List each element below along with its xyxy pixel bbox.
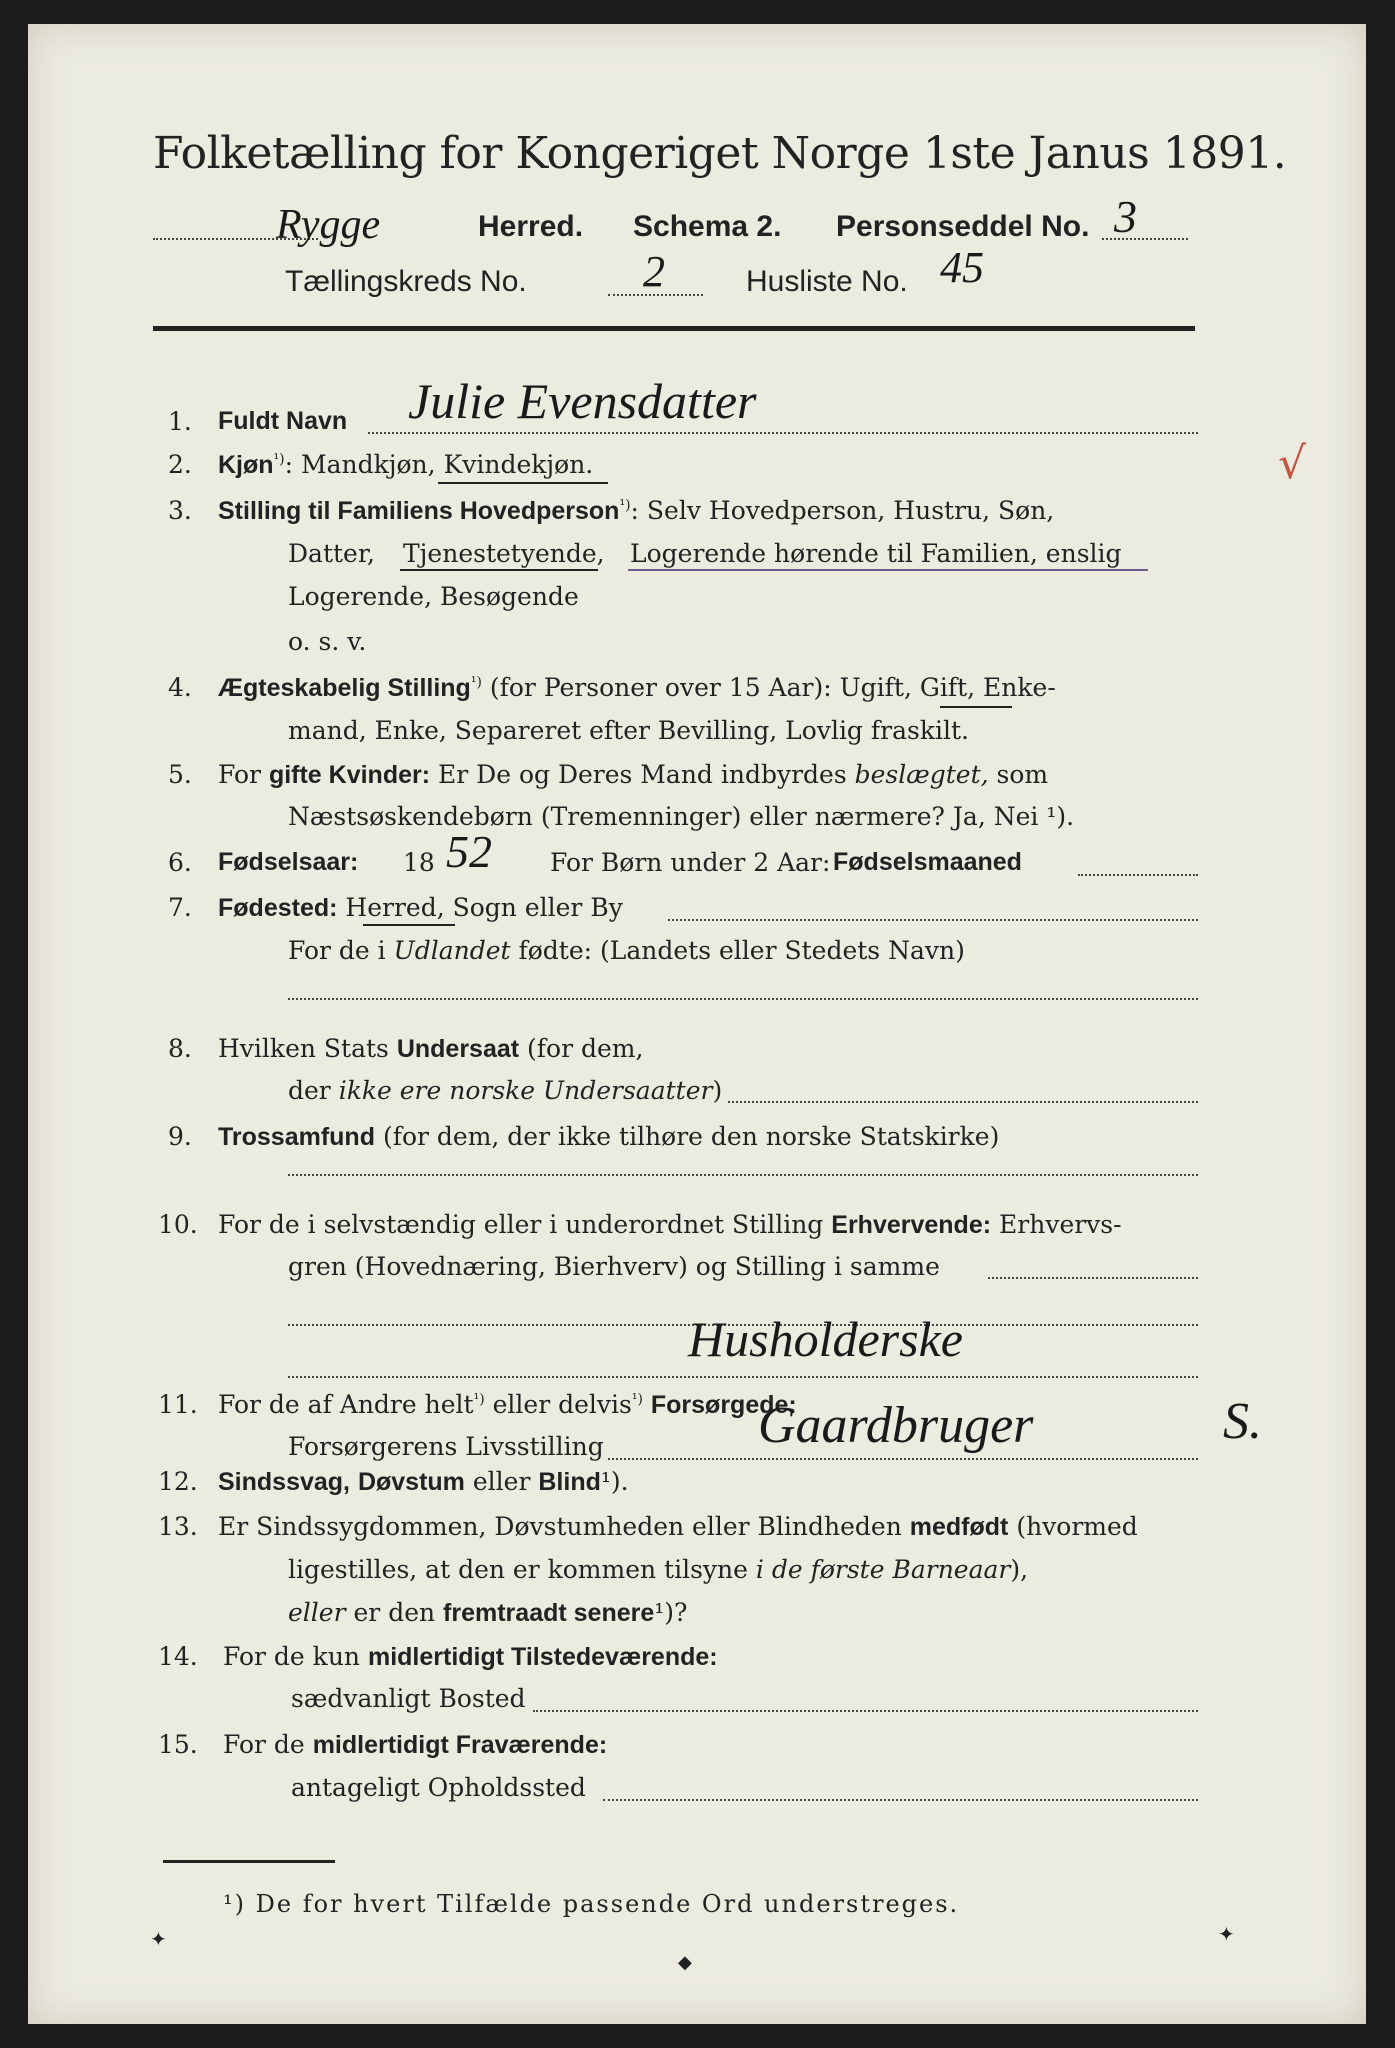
- q5-line1: [218, 762, 1048, 788]
- q7-line2: [288, 938, 965, 963]
- q9-label: Trossamfund: [218, 1123, 375, 1151]
- q13-num: 13.: [158, 1512, 198, 1541]
- q10-line1a: For de i selvstændig eller i underordnet Stilling: [218, 1210, 824, 1239]
- q3-line1-text: : Selv Hovedperson, Hustru, Søn,: [630, 496, 1055, 525]
- kreds-value: 2: [643, 247, 665, 296]
- q13-line3: [288, 1600, 687, 1626]
- q8-line1b: (for dem,: [527, 1034, 644, 1063]
- q9-text: (for dem, der ikke tilhøre den norske Statskirke): [382, 1122, 1000, 1151]
- q4-label: Ægteskabelig Stilling: [218, 674, 471, 702]
- q2-num: 2.: [168, 450, 192, 479]
- q4-line1b: Ugift,: [839, 673, 912, 702]
- footnote-rule: [163, 1860, 335, 1863]
- form-title: Folketælling for Kongeriget Norge 1ste Janus 1891.: [153, 128, 1287, 179]
- q3-line2b: Tjenestetyende,: [403, 539, 605, 568]
- q7-dots: [668, 919, 1198, 921]
- q13-line2b: i de første Barneaar: [755, 1555, 1011, 1584]
- q9-dots: [288, 1174, 1198, 1176]
- herred-label: Herred.: [478, 210, 584, 243]
- q11-mark: S.: [1223, 1393, 1262, 1450]
- corner-mark-left: ✦: [150, 1927, 167, 1951]
- q6-prefix: 18: [403, 848, 435, 877]
- q13-line1a: Er Sindssygdommen, Døvstumheden eller Blindheden: [218, 1512, 902, 1541]
- kreds-label: Tællingskreds No.: [285, 265, 527, 298]
- q15-line1: [223, 1732, 607, 1758]
- q2-option: Kvindekjøn.: [443, 450, 594, 479]
- q11-line2: Forsørgerens Livsstilling: [288, 1432, 604, 1461]
- q14-label: midlertidigt Tilstedeværende:: [367, 1643, 718, 1671]
- q3-line2c: Logerende hørende til Familien, enslig: [630, 539, 1122, 568]
- husliste-label: Husliste No.: [746, 265, 908, 298]
- q13-line1: [218, 1514, 1138, 1540]
- q4-line1a: (for Personer over 15 Aar):: [489, 673, 832, 702]
- q7-line2b: Udlandet: [393, 936, 511, 965]
- personseddel-dots: [1102, 238, 1188, 240]
- q7-underline: [363, 924, 455, 926]
- q13-line2a: ligestilles, at den er kommen tilsyne: [288, 1555, 748, 1584]
- q4-line1: [218, 675, 1056, 701]
- q11-line1: [218, 1392, 797, 1418]
- q10-label: Erhvervende:: [831, 1211, 992, 1239]
- q12-num: 12.: [158, 1467, 198, 1496]
- q7-option: Herred,: [345, 893, 445, 922]
- q7-dots2: [288, 998, 1198, 1000]
- census-form-page: [28, 24, 1366, 2024]
- q13-line3b: er den: [353, 1598, 436, 1627]
- q8-label: Undersaat: [396, 1035, 520, 1063]
- q5-line2: Næstsøskendebørn (Tremenninger) eller nærmere? Ja, Nei ¹).: [288, 802, 1075, 831]
- q5-line1a: Er De og Deres Mand indbyrdes: [438, 760, 847, 789]
- q12-sup: ¹).: [600, 1467, 629, 1496]
- q6-label: Fødselsaar:: [218, 848, 359, 876]
- q8-line2: der ikke ere norske Undersaatter): [288, 1076, 723, 1105]
- q5-pre: For: [218, 760, 261, 789]
- q15-dots: [603, 1799, 1198, 1801]
- q4-sup: ¹): [470, 674, 482, 691]
- q5-line1b: beslægtet,: [854, 760, 989, 789]
- q4-line2: mand, Enke, Separeret efter Bevilling, Lovlig fraskilt.: [288, 716, 969, 745]
- q8-line2b: ikke ere norske Undersaatter: [338, 1076, 713, 1105]
- q15-label: midlertidigt Fraværende:: [312, 1731, 608, 1759]
- q3-underline: [400, 569, 598, 571]
- q11-answer: Gaardbruger: [758, 1397, 1034, 1454]
- q15-line2: antageligt Opholdssted: [291, 1773, 586, 1802]
- q3-label: Stilling til Familiens Hovedperson: [218, 497, 620, 525]
- q13-line2: ligestilles, at den er kommen tilsyne i de første Barneaar),: [288, 1555, 1029, 1584]
- q11-num: 11.: [158, 1390, 198, 1419]
- q7-text: Sogn eller By: [452, 893, 623, 922]
- q2-sup: ¹): [273, 451, 285, 468]
- q5-num: 5.: [168, 760, 192, 789]
- q2-line: [218, 452, 593, 478]
- q2-text: : Mandkjøn,: [284, 450, 436, 479]
- q2-label: Kjøn: [218, 451, 274, 479]
- q7-line1: [218, 895, 623, 921]
- schema-label: Schema 2.: [633, 210, 782, 243]
- q13-line3a: eller: [288, 1598, 346, 1627]
- q14-num: 14.: [158, 1642, 198, 1671]
- q6-answer: 52: [446, 826, 492, 877]
- herred-value: Rygge: [276, 202, 381, 248]
- q11-line1b: eller delvis: [492, 1390, 632, 1419]
- center-mark: ◆: [678, 1952, 692, 1973]
- q11-sup1: ¹): [473, 1391, 485, 1408]
- q6-dots: [1078, 874, 1198, 876]
- q8-line2a: der: [288, 1076, 331, 1105]
- q1-label: Fuldt Navn: [218, 407, 348, 435]
- q3-num: 3.: [168, 496, 192, 525]
- q5-line1c: som: [996, 760, 1049, 789]
- q12-line: [218, 1469, 629, 1495]
- q14-pre: For de kun: [223, 1642, 361, 1671]
- q10-line1: [218, 1212, 1122, 1238]
- q10-num: 10.: [158, 1210, 198, 1239]
- q2-underline: [438, 482, 608, 484]
- q6-num: 6.: [168, 848, 192, 877]
- q13-label2: fremtraadt senere: [443, 1599, 655, 1627]
- footnote: ¹) De for hvert Tilfælde passende Ord understreges.: [223, 1890, 960, 1918]
- q15-pre: For de: [223, 1730, 305, 1759]
- q7-num: 7.: [168, 893, 192, 922]
- header-rule: [153, 326, 1195, 331]
- q3-line1: [218, 498, 1054, 524]
- q6-label2: Fødselsmaaned: [833, 848, 1022, 876]
- q10-line1b: Erhvervs-: [999, 1210, 1122, 1239]
- q13-line1b: (hvormed: [1016, 1512, 1138, 1541]
- q12-label3: Blind: [538, 1468, 601, 1496]
- q9-num: 9.: [168, 1122, 192, 1151]
- q3-purple-underline: [628, 569, 1148, 571]
- q8-line1a: Hvilken Stats: [218, 1034, 389, 1063]
- personseddel-label: Personseddel No.: [836, 210, 1090, 243]
- q12-label1: Sindssvag,: [218, 1468, 350, 1496]
- q13-label: medfødt: [909, 1513, 1009, 1541]
- q10-dots1: [988, 1277, 1198, 1279]
- q8-num: 8.: [168, 1034, 192, 1063]
- q10-answer: Husholderske: [688, 1311, 963, 1367]
- q14-line2: sædvanligt Bosted: [291, 1684, 526, 1713]
- q4-underline: [940, 706, 1012, 708]
- q3-sup: ¹): [619, 497, 631, 514]
- corner-mark-right: ✦: [1218, 1922, 1235, 1946]
- q1-num: 1.: [168, 407, 192, 436]
- q9-line: [218, 1124, 999, 1150]
- q4-num: 4.: [168, 673, 192, 702]
- q4-line1c: Gift, Enke-: [919, 673, 1056, 702]
- q14-line1: [223, 1644, 718, 1670]
- q6-text: For Børn under 2 Aar:: [550, 848, 831, 877]
- q12-text: eller: [472, 1467, 531, 1496]
- personseddel-value: 3: [1114, 191, 1137, 242]
- q7-label: Fødested:: [218, 894, 338, 922]
- check-mark: √: [1278, 438, 1307, 489]
- q5-label: gifte Kvinder:: [268, 761, 431, 789]
- q11-dots: [608, 1458, 1198, 1460]
- q13-line3c: ¹)?: [654, 1598, 688, 1627]
- q14-dots: [533, 1710, 1198, 1712]
- husliste-value: 45: [940, 243, 984, 292]
- q1-dots: [368, 432, 1198, 434]
- q8-line1: [218, 1036, 643, 1062]
- q7-line2c: fødte: (Landets eller Stedets Navn): [518, 936, 965, 965]
- q10-dots3: [288, 1376, 1198, 1378]
- q3-line3: Logerende, Besøgende: [288, 582, 579, 611]
- q11-line1a: For de af Andre helt: [218, 1390, 474, 1419]
- q3-line2a: Datter,: [288, 539, 375, 568]
- q7-line2a: For de i: [288, 936, 386, 965]
- q12-label2: Døvstum: [357, 1468, 465, 1496]
- q3-line4: o. s. v.: [288, 627, 367, 656]
- q1-answer: Julie Evensdatter: [408, 373, 757, 429]
- q15-num: 15.: [158, 1730, 198, 1759]
- kreds-dots: [608, 294, 703, 296]
- q10-line2: gren (Hovednæring, Bierhverv) og Stilling i samme: [288, 1252, 940, 1281]
- q11-sup2: ¹): [631, 1391, 643, 1408]
- q8-dots: [728, 1101, 1198, 1103]
- q11-label: Forsørgede:: [650, 1391, 797, 1419]
